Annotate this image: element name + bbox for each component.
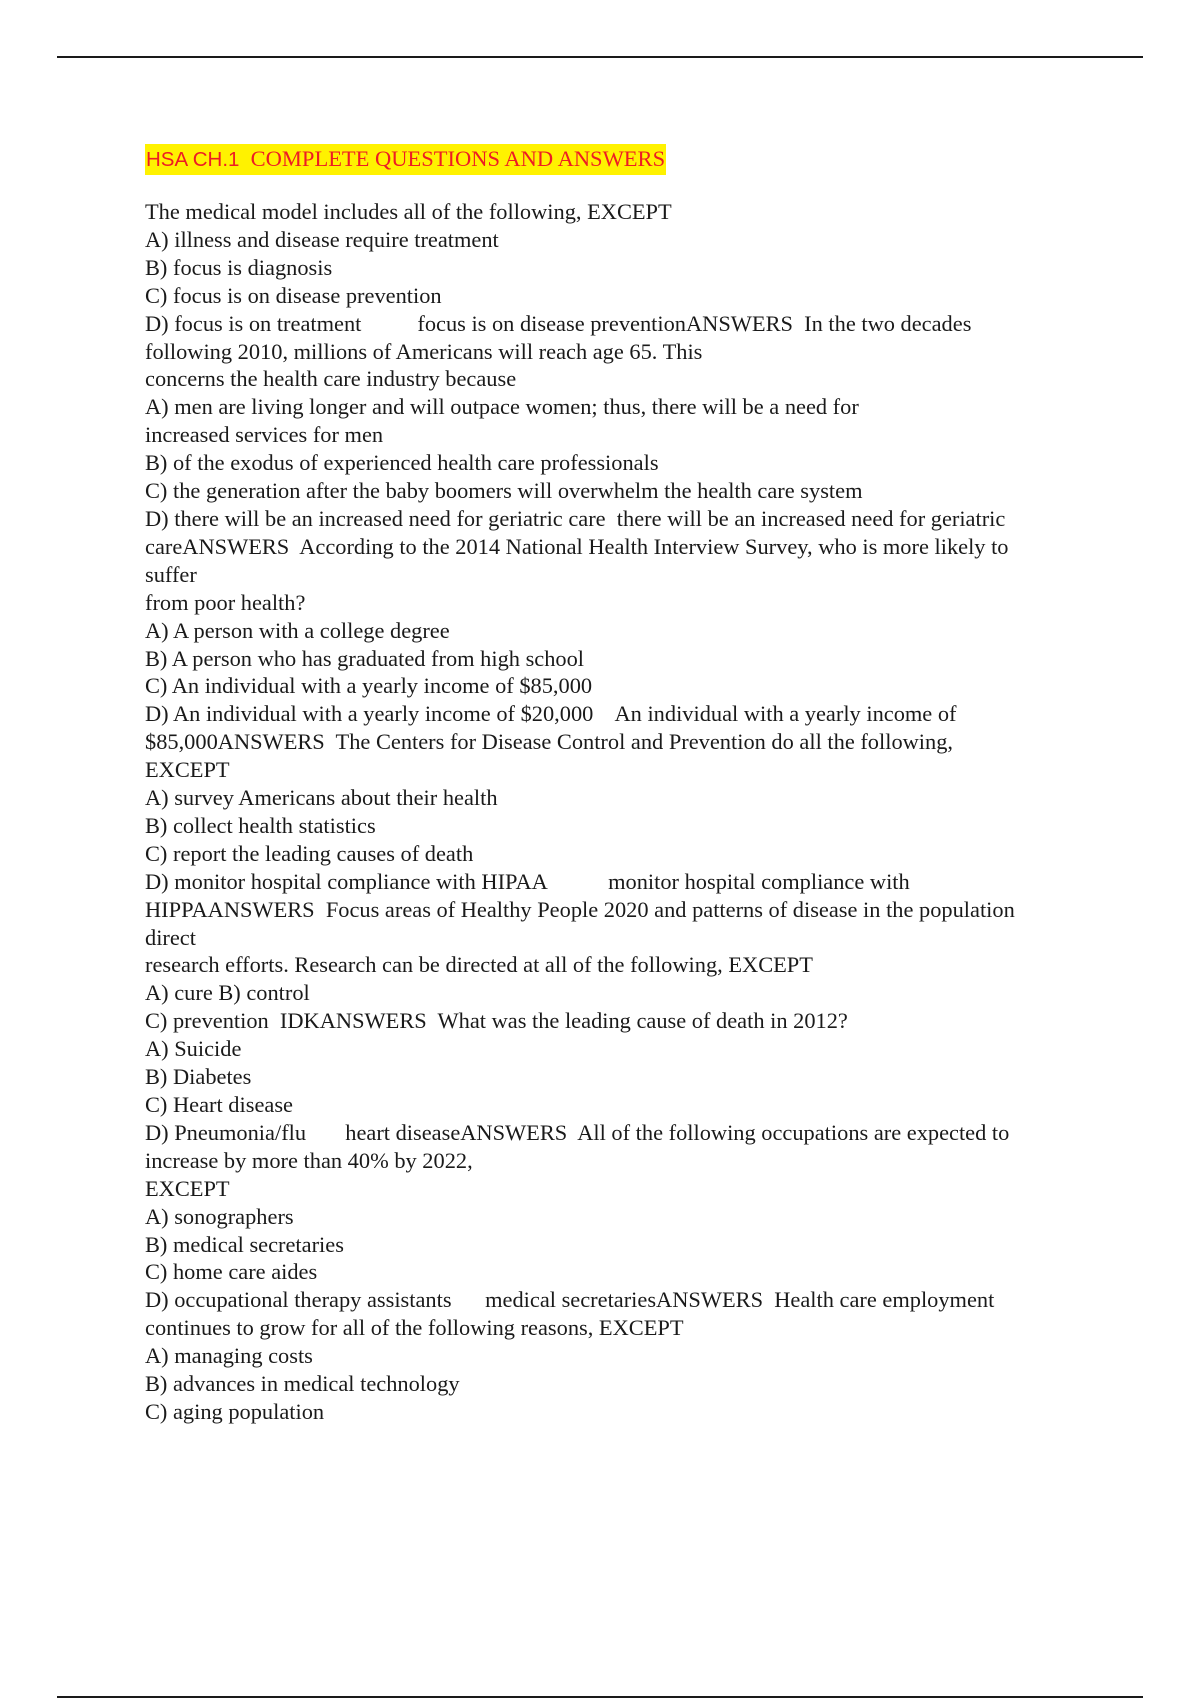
text-line: C) Heart disease	[145, 1092, 293, 1117]
text-line: HIPPAANSWERS Focus areas of Healthy People 2020 and patterns of disease in the population	[145, 896, 1015, 922]
text-line: C) aging population	[145, 1398, 325, 1424]
text-line: C) home care aides	[145, 1259, 318, 1285]
text-line: C) report the leading causes of death	[145, 840, 474, 866]
text-line: from poor health?	[145, 589, 306, 615]
text-line: research efforts. Research can be directed at all of the following, EXCEPT	[145, 952, 813, 978]
text-line: EXCEPT	[145, 757, 230, 783]
text-line: The medical model includes all of the following, EXCEPT	[145, 199, 672, 224]
title-prefix: HSA CH.1	[146, 148, 240, 171]
document-title	[145, 144, 666, 175]
text-line: D) occupational therapy assistants medical secretariesANSWERS Health care employment	[145, 1287, 995, 1313]
title-rest: COMPLETE QUESTIONS AND ANSWERS	[250, 146, 666, 171]
text-line: A) Suicide	[145, 1036, 242, 1062]
text-line: EXCEPT	[145, 1175, 230, 1201]
text-line: A) survey Americans about their health	[145, 785, 498, 811]
text-line: A) A person with a college degree	[145, 617, 450, 643]
text-line: A) illness and disease require treatment	[145, 226, 499, 252]
text-line: D) there will be an increased need for geriatric care there will be an increased need for geriatric	[145, 505, 1006, 531]
text-line: D) focus is on treatment focus is on disease preventionANSWERS In the two decades	[145, 310, 972, 336]
text-line: A) cure B) control	[145, 980, 310, 1006]
text-line: B) collect health statistics	[145, 812, 376, 838]
text-line: C) focus is on disease prevention	[145, 282, 442, 308]
text-line: D) Pneumonia/flu heart diseaseANSWERS All of the following occupations are expected to	[145, 1119, 1010, 1145]
text-line: A) managing costs	[145, 1343, 313, 1369]
header-rule	[57, 56, 1143, 58]
document-body	[145, 144, 1100, 1426]
text-line: B) of the exodus of experienced health care professionals	[145, 450, 659, 476]
text-line: A) men are living longer and will outpace women; thus, there will be a need for	[145, 394, 859, 420]
text-line: B) medical secretaries	[145, 1231, 344, 1257]
text-line: direct	[145, 924, 196, 950]
text-line: D) monitor hospital compliance with HIPAA monitor hospital compliance with	[145, 868, 910, 894]
text-line: A) sonographers	[145, 1203, 294, 1229]
footer-rule	[57, 1696, 1143, 1698]
text-line: increase by more than 40% by 2022,	[145, 1147, 473, 1173]
text-line: D) An individual with a yearly income of $20,000 An individual with a yearly income of	[145, 701, 957, 727]
text-line: continues to grow for all of the following reasons, EXCEPT	[145, 1315, 684, 1341]
text-line: C) the generation after the baby boomers will overwhelm the health care system	[145, 478, 863, 504]
text-line: concerns the health care industry because	[145, 366, 517, 392]
text-line: B) focus is diagnosis	[145, 254, 333, 280]
text-line: B) advances in medical technology	[145, 1371, 460, 1397]
text-line: following 2010, millions of Americans will reach age 65. This	[145, 338, 703, 364]
question-text	[145, 198, 1100, 1426]
text-line: C) prevention IDKANSWERS What was the leading cause of death in 2012?	[145, 1008, 848, 1034]
text-line: B) A person who has graduated from high school	[145, 645, 585, 671]
text-line: increased services for men	[145, 422, 384, 448]
text-line: suffer	[145, 561, 197, 587]
text-line: C) An individual with a yearly income of $85,000	[145, 673, 593, 699]
text-line: B) Diabetes	[145, 1064, 252, 1090]
text-line: careANSWERS According to the 2014 National Health Interview Survey, who is more likely to	[145, 533, 1009, 559]
text-line: $85,000ANSWERS The Centers for Disease Control and Prevention do all the following,	[145, 729, 954, 755]
